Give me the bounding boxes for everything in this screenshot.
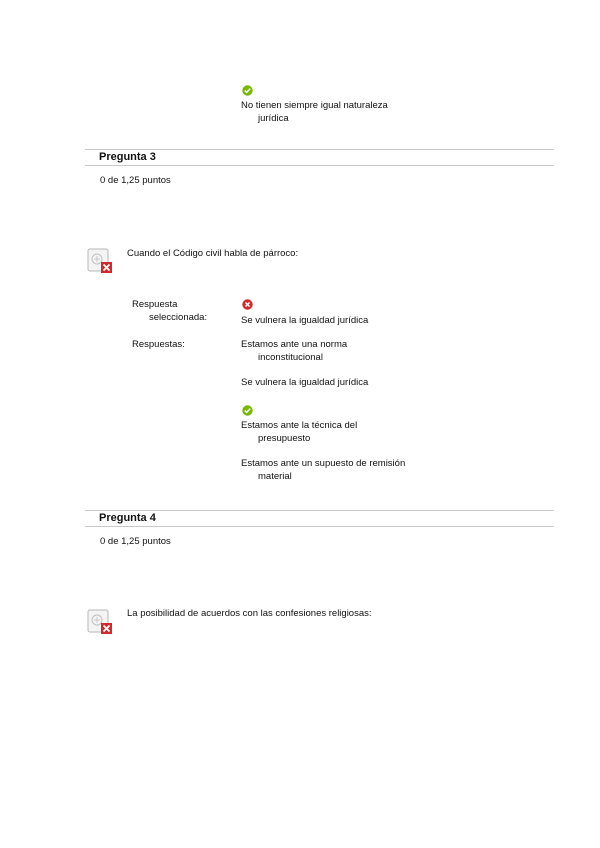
- prev-answer-correct: No tienen siempre igual naturaleza jurídica: [241, 100, 388, 124]
- question-3-header: [85, 149, 554, 166]
- answer-option: Estamos ante un supuesto de remisión material: [241, 458, 406, 482]
- question-4-points: 0 de 1,25 puntos: [100, 536, 171, 547]
- question-3-points: 0 de 1,25 puntos: [100, 175, 171, 186]
- selected-answer-label: Respuesta seleccionada:: [132, 299, 208, 323]
- question-4-header: [85, 510, 554, 527]
- answer-option: Estamos ante una norma inconstitucional: [241, 339, 348, 363]
- selected-answer: Se vulnera la igualdad jurídica: [241, 315, 369, 326]
- answer-option: Se vulnera la igualdad jurídica: [241, 377, 369, 388]
- question-3-title: Pregunta 3: [99, 151, 156, 163]
- incorrect-question-icon: [87, 248, 113, 274]
- incorrect-question-icon: [87, 609, 113, 635]
- question-3-text: Cuando el Código civil habla de párroco:: [127, 248, 299, 259]
- question-4-text: La posibilidad de acuerdos con las confesiones religiosas:: [127, 608, 372, 619]
- x-circle-icon: [242, 299, 253, 310]
- question-4-title: Pregunta 4: [99, 512, 156, 524]
- check-circle-icon: [242, 405, 253, 416]
- answers-label: Respuestas:: [132, 339, 185, 350]
- answer-option-correct: Estamos ante la técnica del presupuesto: [241, 420, 358, 444]
- check-circle-icon: [242, 85, 253, 96]
